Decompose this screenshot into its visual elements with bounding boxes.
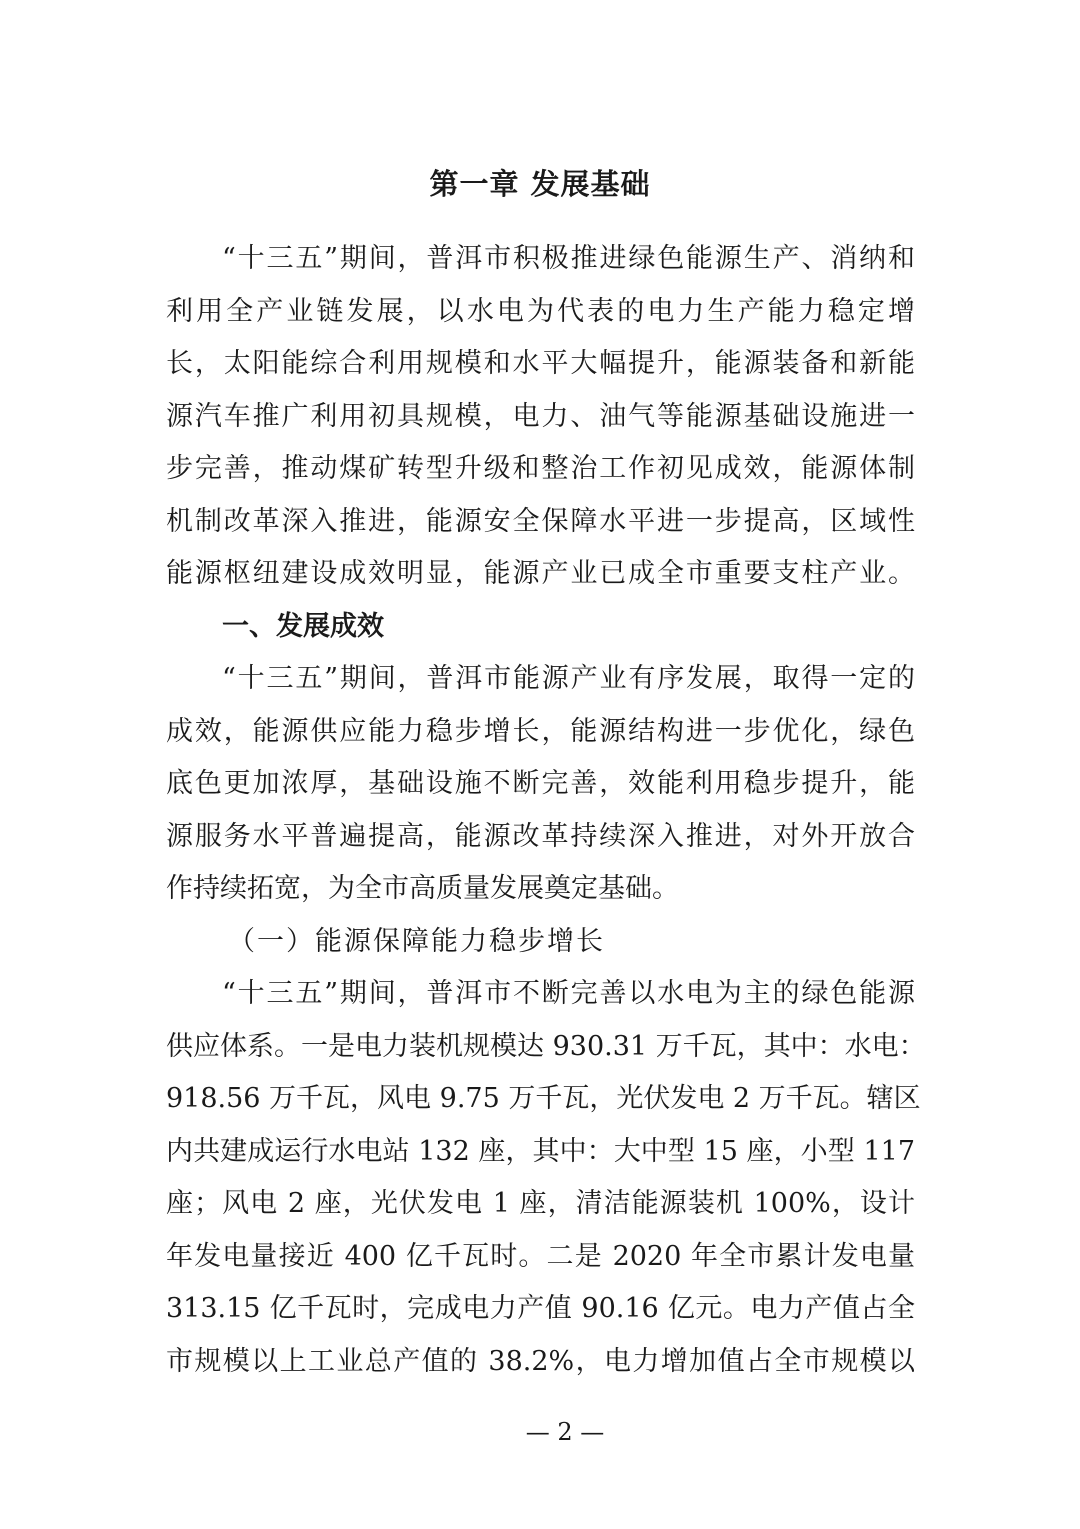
text-line: 成效，能源供应能力稳步增长，能源结构进一步优化，绿色 <box>166 715 915 747</box>
text-line: 供应体系。一是电力装机规模达 930.31 万千瓦，其中：水电： <box>166 1030 926 1062</box>
text-line: 长，太阳能综合利用规模和水平大幅提升，能源装备和新能 <box>166 348 915 379</box>
text-line: 步完善，推动煤矿转型升级和整治工作初见成效，能源体制 <box>166 453 915 484</box>
text-line: 市规模以上工业总产值的 38.2%，电力增加值占全市规模以 <box>166 1345 915 1377</box>
text-line: “十三五”期间，普洱市能源产业有序发展，取得一定的 <box>222 663 915 694</box>
paragraph-energy-supply <box>166 968 926 1388</box>
text-line: 年发电量接近 400 亿千瓦时。二是 2020 年全市累计发电量 <box>166 1240 915 1272</box>
text-line: 底色更加浓厚，基础设施不断完善，效能利用稳步提升，能 <box>166 768 915 799</box>
subsection-heading: （一）能源保障能力稳步增长 <box>228 925 605 957</box>
text-line: 918.56 万千瓦，风电 9.75 万千瓦，光伏发电 2 万千瓦。辖区 <box>166 1083 921 1114</box>
page-number: — 2 — <box>525 1418 605 1446</box>
text-line: 利用全产业链发展，以水电为代表的电力生产能力稳定增 <box>166 295 915 327</box>
text-line: “十三五”期间，普洱市积极推进绿色能源生产、消纳和 <box>222 243 915 274</box>
text-line: 能源枢纽建设成效明显，能源产业已成全市重要支柱产业。 <box>166 558 915 589</box>
text-line: 机制改革深入推进，能源安全保障水平进一步提高，区域性 <box>166 505 915 537</box>
section-heading: 一、发展成效 <box>222 610 384 642</box>
paragraph-achievements <box>166 653 915 916</box>
paragraph-intro <box>166 233 915 601</box>
chapter-title: 第一章 发展基础 <box>429 167 651 201</box>
text-line: 源汽车推广利用初具规模，电力、油气等能源基础设施进一 <box>166 400 915 432</box>
text-line: 座；风电 2 座，光伏发电 1 座，清洁能源装机 100%，设计 <box>166 1188 915 1219</box>
text-line: 作持续拓宽，为全市高质量发展奠定基础。 <box>166 873 679 904</box>
document-body <box>166 233 926 1388</box>
text-line: 源服务水平普遍提高，能源改革持续深入推进，对外开放合 <box>166 820 915 852</box>
text-line: “十三五”期间，普洱市不断完善以水电为主的绿色能源 <box>222 978 915 1009</box>
text-line: 313.15 亿千瓦时，完成电力产值 90.16 亿元。电力产值占全 <box>166 1293 915 1324</box>
text-line: 内共建成运行水电站 132 座，其中：大中型 15 座，小型 117 <box>166 1135 915 1167</box>
